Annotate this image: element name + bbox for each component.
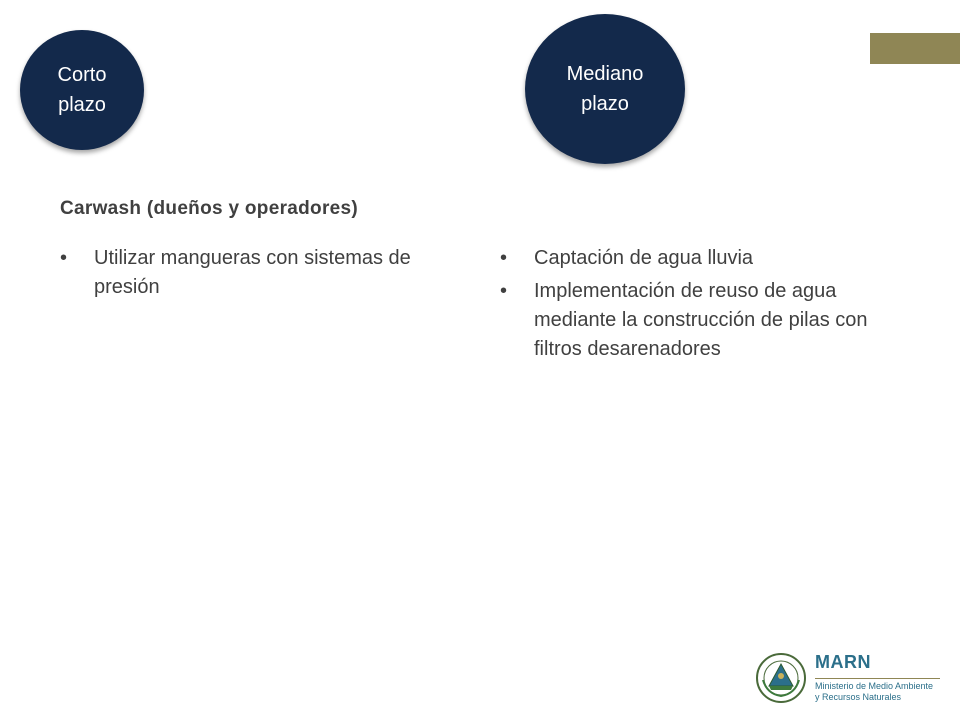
marn-logo — [755, 652, 955, 712]
short-term-list — [60, 244, 460, 306]
mid-term-list — [500, 244, 920, 368]
short-term-circle — [20, 30, 144, 150]
logo-subtitle — [815, 681, 933, 703]
list-item — [500, 244, 920, 273]
short-term-label-line-1: Corto — [57, 64, 107, 86]
list-item — [500, 277, 920, 364]
section-title: Carwash (dueños y operadores) — [60, 198, 358, 219]
list-item-text: Utilizar mangueras con sistemas de presión — [94, 247, 411, 298]
bullet-icon: • — [500, 247, 508, 269]
bullet-icon: • — [60, 247, 68, 269]
list-item-text: Implementación de reuso de agua mediante la construcción de pilas con filtros desarenadores — [534, 280, 868, 360]
accent-bar — [870, 33, 960, 64]
mid-term-label-line-2: plazo — [581, 93, 629, 115]
logo-subtitle-line-2: y Recursos Naturales — [815, 692, 902, 702]
logo-subtitle-line-1: Ministerio de Medio Ambiente — [815, 681, 934, 691]
short-term-label-line-2: plazo — [58, 94, 106, 116]
national-seal-icon — [755, 652, 807, 704]
mid-term-circle — [525, 14, 685, 164]
bullet-icon: • — [500, 280, 508, 302]
logo-title: MARN — [815, 652, 871, 672]
logo-divider — [815, 678, 940, 679]
list-item-text: Captación de agua lluvia — [534, 247, 754, 269]
mid-term-label-line-1: Mediano — [566, 63, 644, 85]
list-item — [60, 244, 460, 302]
